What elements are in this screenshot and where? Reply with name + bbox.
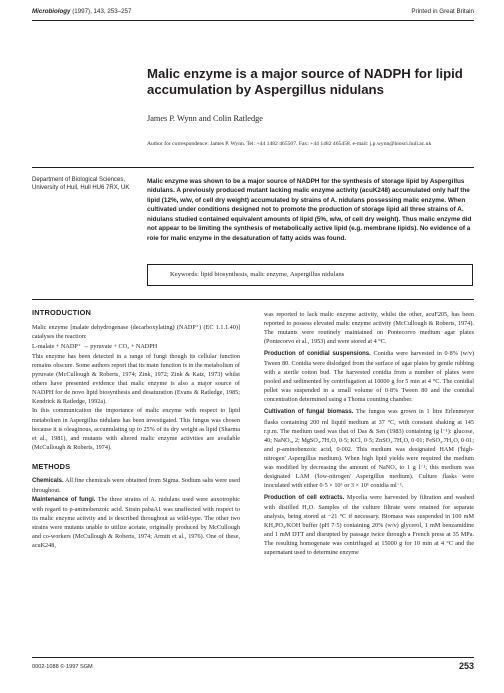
printed-note: Printed in Great Britain: [411, 8, 474, 15]
intro-heading: INTRODUCTION: [32, 308, 92, 317]
body-rule: [32, 299, 474, 300]
running-header: [32, 8, 131, 15]
section-rule: [32, 167, 474, 168]
cultivation-paragraph: [264, 407, 474, 489]
chemicals-heading: Chemicals.: [32, 477, 64, 484]
correspondence: Author for correspondence: James P. Wynn. Tel: +44 1482 465507. Fax: +44 1482 465458. e-mail: j.p.wynn@biosci.hull.ac.uk: [147, 141, 432, 147]
chemicals-text: All fine chemicals were obtained from Sigma. Sodium salts were used throughout.: [32, 476, 240, 494]
conidia-text: Conidia were harvested in 0·8% (w/v) Tween 80. Conidia were dislodged from the surface of agar plates by gentle rubbing with a sterile cotton bud. The harvested conidia from a number of plates were pooled and sedimented by centrifugation at 10000 g for 5 min at 4 °C. The conidial pellet was suspended in a small volume of 0·8% Tween 80 and the conidial concentration determined using a Thoma counting chamber.: [264, 350, 475, 404]
methods-heading: METHODS: [32, 461, 71, 471]
keywords: Keywords: lipid biosynthesis, malic enzyme, Aspergillus nidulans: [170, 271, 345, 278]
maintenance-paragraph: [32, 495, 240, 550]
article-title: Malic enzyme is a major source of NADPH for lipid accumulation by Aspergillus nidulans: [147, 66, 463, 97]
footer-rule: [32, 657, 474, 658]
intro-paragraph-3: In this communication the importance of malic enzyme with respect to lipid metabolism in Aspergillus nidulans has been investigated. This fungus was chosen because it is oleaginous, accumulating up to 25% of its dry weight as lipid (Sharma et al., 1981), and mutants with altered malic enzyme activities are available (McCullough & Roberts, 1974).: [32, 407, 240, 451]
right-column: [264, 310, 474, 557]
intro-paragraph-2: This enzyme has been detected in a range of fungi though its cellular function remains obscure. Some authors report that its main function is in the metabolism of pyruvate (McCullough & Roberts, 1974; Zink, 1972; Zink & Katz, 1973) whilst others have presented evidence that malic enzyme is also a major source of NADPH for de novo lipid biosynthesis and desaturation (Evans & Ratledge, 1985; Kendrick & Ratledge, 1992a).: [32, 353, 240, 406]
citation: (1997), 143, 253–257: [72, 8, 132, 15]
footer-code: 0002-1088 © 1997 SGM: [32, 664, 93, 670]
maintenance-heading: Maintenance of fungi.: [32, 496, 96, 503]
extracts-paragraph: [264, 493, 474, 557]
left-column: [32, 308, 240, 550]
extracts-text: Mycelia were harvested by filtration and washed with distilled H₂O. Samples of the culture filtrate were retained for separate analysis, being stored at −21 °C if necessary. Biomass was suspended in 100 mM KH₂PO₄/KOH buffer (pH 7·5) containing 20% (w/v) glycerol, 1 mM benzamidine and 1 mM DTT and disrupted by passage twice through a French press at 35 MPa. The resulting homogenate was centrifuged at 15000 g for 10 min at 4 °C and the supernatant used to determine enzyme: [264, 493, 474, 557]
strains-paragraph: was reported to lack malic enzyme activity, whilst the other, acuF205, has been reported to possess elevated malic enzyme activity (McCullough & Roberts, 1974). The mutants were routinely maintained on Pontecorvo medium agar plates (Pontecorvo et al., 1953) and were stored at 4 °C.: [264, 311, 474, 346]
chemicals-paragraph: [32, 476, 240, 495]
journal-name: Microbiology: [32, 8, 71, 15]
reaction-equation: L-malate + NADP⁺ → pyruvate + CO₂ + NADPH: [32, 343, 158, 351]
maintenance-text: The three strains of A. nidulans used were auxotrophic with regard to p-aminobenzoic acid. Strain pabaA1 was unaffected with respect to its malic enzyme activity and is described throughout as wild-type. The other two strains were mutants unable to utilize acetate, originally produced by McCullough and co-workers (McCullough & Roberts, 1974; Armitt et al., 1976). One of these, acuK248,: [32, 495, 241, 550]
affiliation: Department of Biological Sciences, University of Hull, Hull HU6 7RX, UK: [32, 177, 130, 191]
cultivation-heading: Cultivation of fungal biomass.: [264, 409, 354, 416]
cultivation-text: The fungus was grown in 1 litre Erlenmeyer flasks containing 200 ml liquid medium at 37 °C, with constant shaking at 145 r.p.m. The medium used was that of Das & Sen (1983) containing (g l⁻¹): glucose, 40; NaNO₃, 2; MgSO₄.7H₂O, 0·5; KCl, 0·5; ZnSO₄.7H₂O, 0·01; FeSO₄.7H₂O, 0·01; and p-aminobenzoic acid, 0·002. This medium was designated HAM ('high-nitrogen' Aspergillus medium). When high lipid yields were required the medium was modified by decreasing the amount of NaNO₃ to 1 g l⁻¹; this medium was designated LAM ('low-nitrogen' Aspergillus medium). Culture flasks were inoculated with either 0·5 × 10⁶ or 3 × 10⁶ conidia ml⁻¹.: [264, 408, 474, 489]
extracts-heading: Production of cell extracts.: [264, 494, 345, 501]
authors: James P. Wynn and Colin Ratledge: [147, 114, 263, 123]
conidia-heading: Production of conidial suspensions.: [264, 351, 371, 358]
intro-paragraph-1: Malic enzyme [malate dehydrogenase (decarboxylating) (NADP⁺) (EC 1.1.1.40)] catalyses the reaction:: [32, 324, 240, 341]
header-rule: [32, 20, 474, 21]
abstract: Malic enzyme was shown to be a major source of NADPH for the synthesis of storage lipid by Aspergillus nidulans. A previously produced mutant lacking malic enzyme activity (acuK248) accumulated only half the lipid (12%, w/w, of cell dry weight) accumulated by strains of A. nidulans possessing malic enzyme. When cultivated under conditions designed not to promote the production of storage lipid all three strains of A. nidulans studied contained equivalent amounts of lipid (5%, w/w, of cell dry weight). Thus malic enzyme did not appear to be limiting the synthesis of metabolically active lipid (e.g. membrane lipids). No evidence of a role for malic enzyme in the desaturation of fatty acids was found.: [147, 178, 472, 242]
page-number: 253: [458, 661, 474, 671]
conidia-paragraph: [264, 349, 474, 404]
